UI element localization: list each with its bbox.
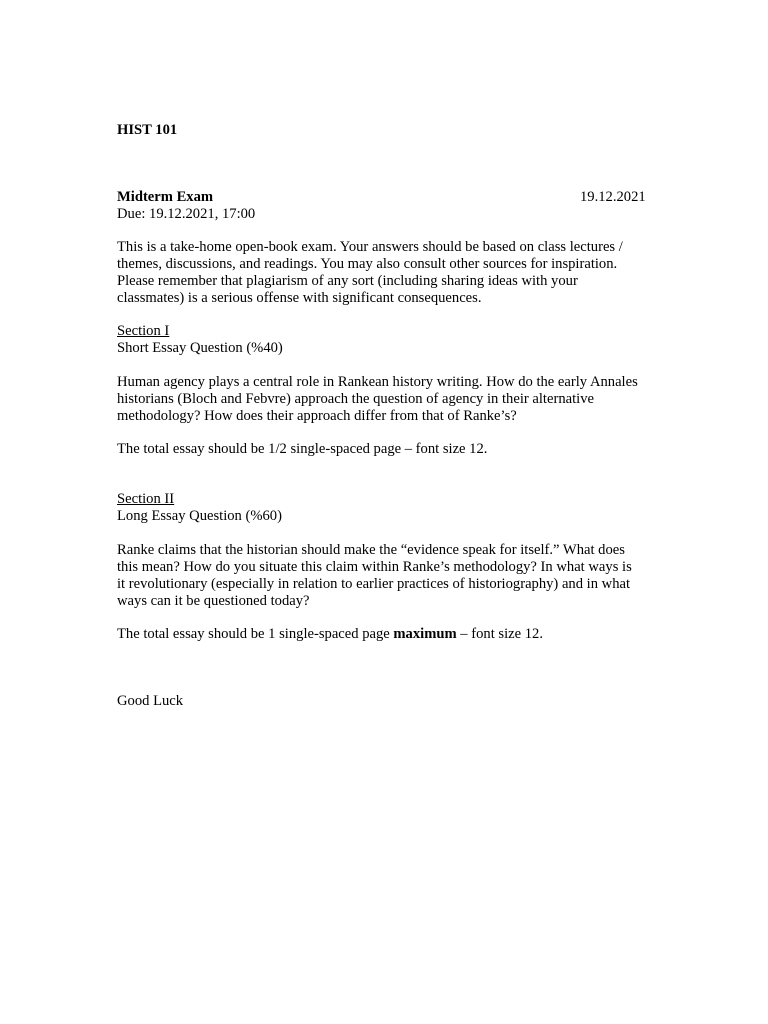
section-2-length-note bbox=[117, 626, 543, 643]
question-line: ways can it be questioned today? bbox=[117, 593, 310, 609]
section-1-heading: Section I bbox=[117, 323, 170, 339]
instructions-line: This is a take-home open-book exam. Your answers should be based on class lectures / bbox=[117, 239, 623, 255]
instructions-line: Please remember that plagiarism of any sort (including sharing ideas with your bbox=[117, 273, 578, 289]
question-line: historians (Bloch and Febvre) approach the question of agency in their alternative bbox=[117, 391, 594, 407]
length-note-emphasis: maximum bbox=[393, 626, 457, 642]
length-note-text: – font size 12. bbox=[456, 626, 543, 642]
section-2-subheading: Long Essay Question (%60) bbox=[117, 508, 282, 524]
question-line: it revolutionary (especially in relation to earlier practices of historiography) and in what bbox=[117, 576, 631, 592]
length-note-text: The total essay should be 1 single-spaced page bbox=[117, 626, 394, 642]
exam-date: 19.12.2021 bbox=[580, 189, 646, 205]
instructions-line: themes, discussions, and readings. You may also consult other sources for inspiration. bbox=[117, 256, 618, 272]
section-1-length-note: The total essay should be 1/2 single-spaced page – font size 12. bbox=[117, 441, 488, 457]
course-title: HIST 101 bbox=[117, 122, 178, 138]
instructions-line: classmates) is a serious offense with significant consequences. bbox=[117, 290, 482, 306]
closing-text: Good Luck bbox=[117, 693, 184, 709]
question-line: methodology? How does their approach differ from that of Ranke’s? bbox=[117, 408, 517, 424]
section-1-subheading: Short Essay Question (%40) bbox=[117, 340, 283, 356]
question-line: Human agency plays a central role in Rankean history writing. How do the early Annales bbox=[117, 374, 638, 390]
question-line: Ranke claims that the historian should make the “evidence speak for itself.” What does bbox=[117, 542, 625, 558]
exam-title: Midterm Exam bbox=[117, 189, 214, 205]
due-date: Due: 19.12.2021, 17:00 bbox=[117, 206, 256, 222]
section-2-heading: Section II bbox=[117, 491, 175, 507]
question-line: this mean? How do you situate this claim within Ranke’s methodology? In what ways is bbox=[117, 559, 632, 575]
